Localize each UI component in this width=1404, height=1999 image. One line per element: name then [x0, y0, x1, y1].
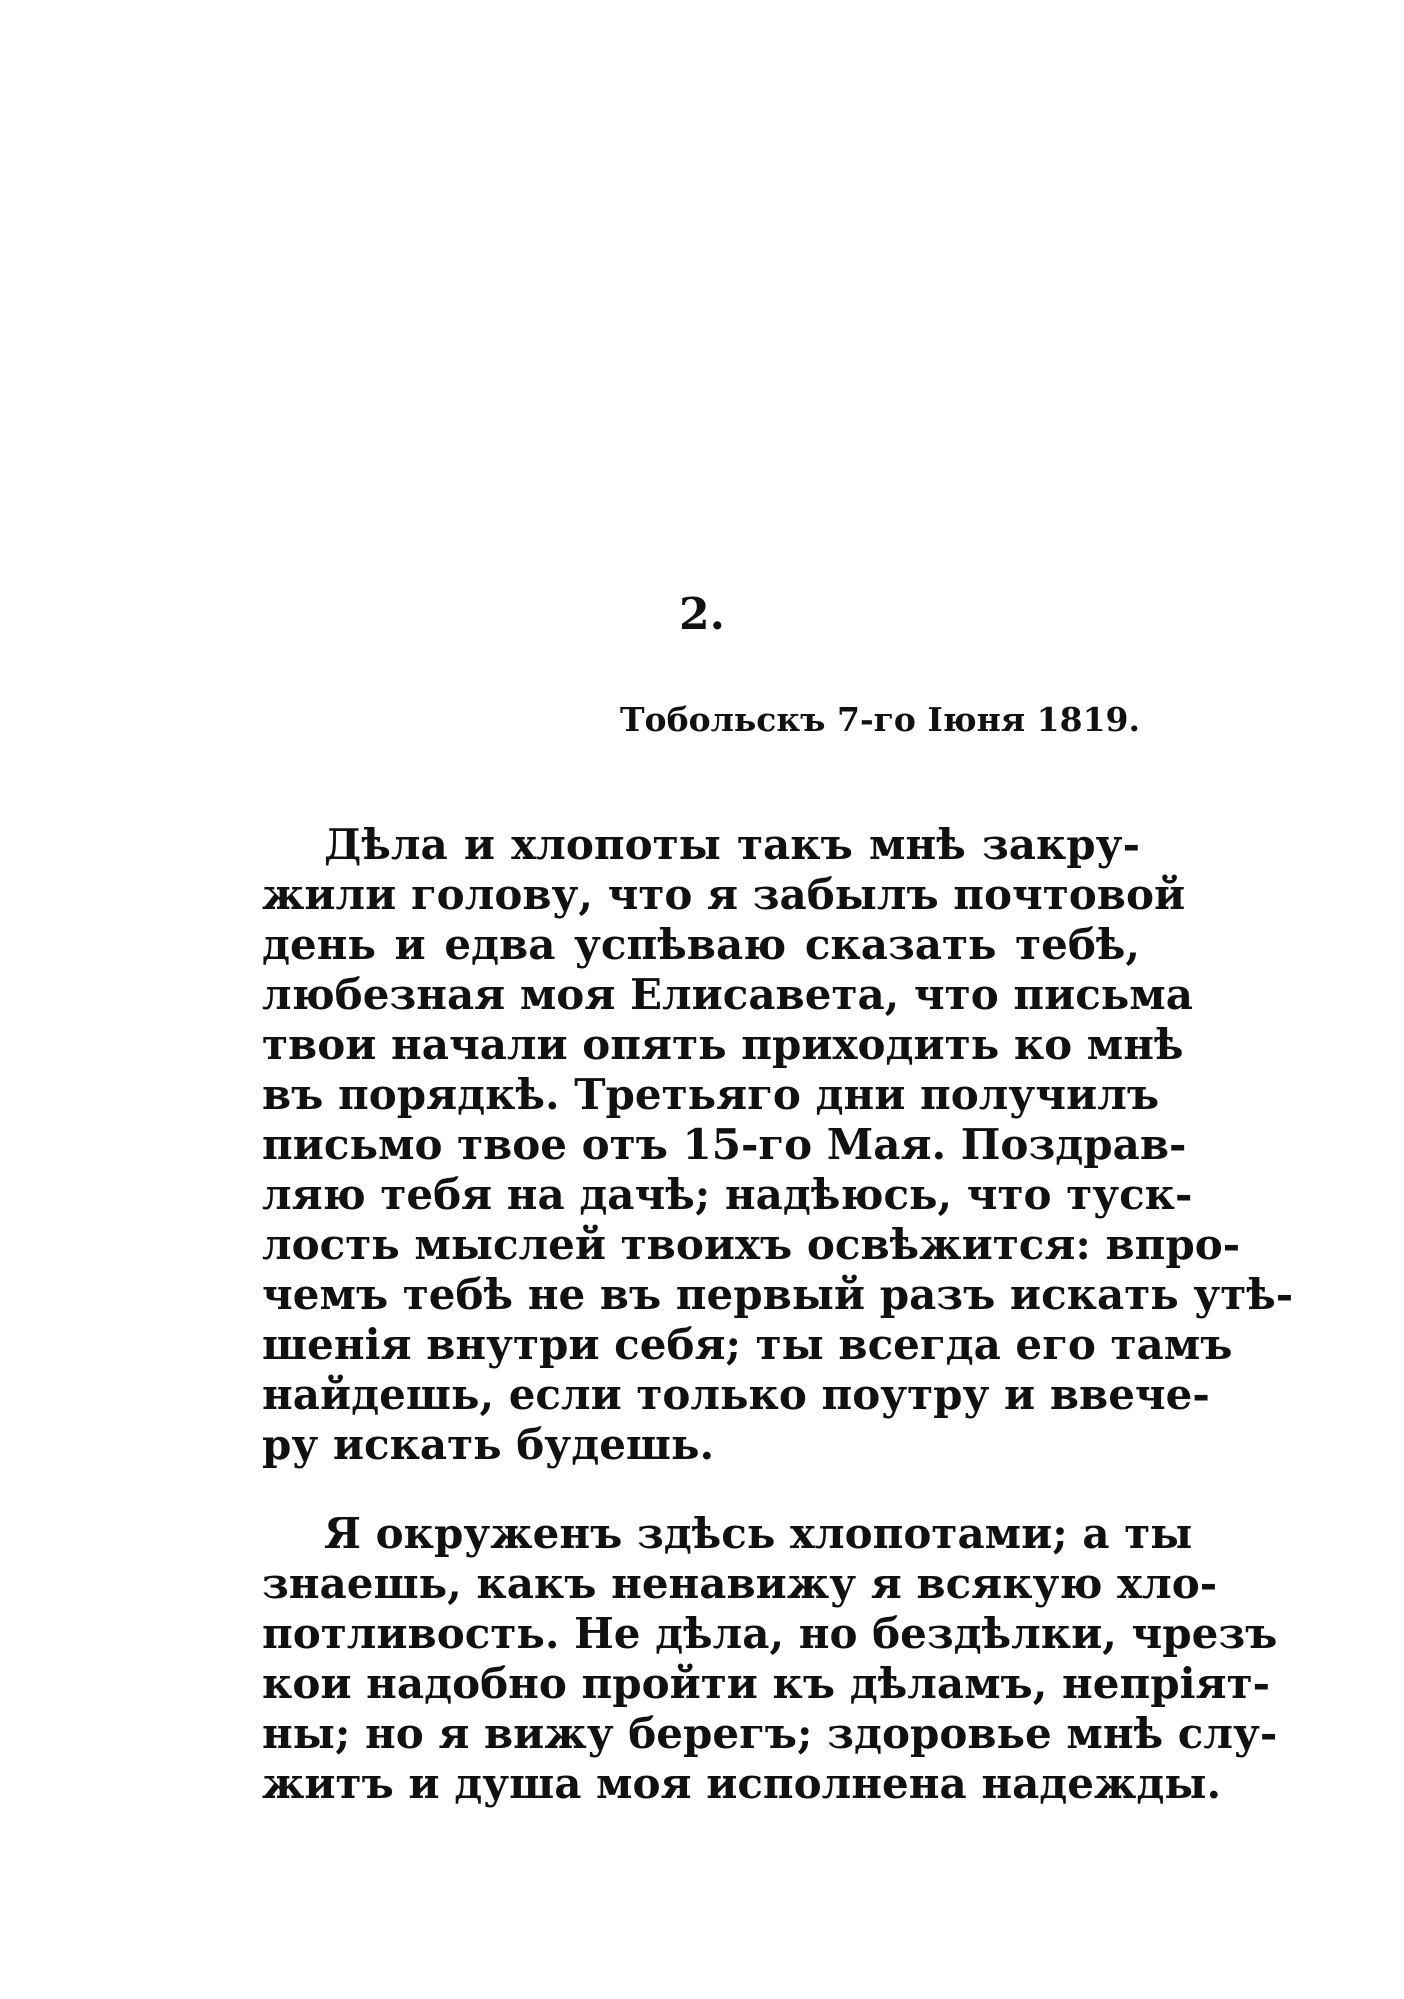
- text-line: знаешь, какъ ненавижу я всякую хло-: [262, 1559, 1218, 1608]
- text-line: чемъ тебѣ не въ первый разъ искать утѣ-: [262, 1270, 1294, 1319]
- text-line: потливость. Не дѣла, но бездѣлки, чрезъ: [262, 1609, 1278, 1658]
- text-line: Дѣла и хлопоты такъ мнѣ закру-: [324, 820, 1140, 869]
- text-line: ны; но я вижу берегъ; здоровье мнѣ слу-: [262, 1709, 1278, 1758]
- text-line: любезная моя Елисавета, что письма: [262, 970, 1193, 1019]
- text-line: жили голову, что я забылъ почтовой: [262, 870, 1186, 919]
- paragraph-2: [262, 1509, 1278, 1809]
- text-line: письмо твое отъ 15-го Мая. Поздрав-: [262, 1120, 1187, 1169]
- text-line: лость мыслей твоихъ освѣжится: впро-: [262, 1220, 1241, 1269]
- text-line: день и едва успѣваю сказать тебѣ,: [262, 920, 1140, 969]
- letter-dateline: Тобольскъ 7-го Іюня 1819.: [620, 700, 1140, 739]
- text-line: Я окруженъ здѣсь хлопотами; а ты: [324, 1509, 1193, 1558]
- text-line: кои надобно пройти къ дѣламъ, непріят-: [262, 1659, 1271, 1708]
- paragraph-1: [262, 820, 1294, 1470]
- text-line: въ порядкѣ. Третьяго дни получилъ: [262, 1070, 1160, 1119]
- text-line: твои начали опять приходить ко мнѣ: [262, 1020, 1184, 1069]
- text-line: житъ и душа моя исполнена надежды.: [262, 1759, 1222, 1808]
- text-line: ляю тебя на дачѣ; надѣюсь, что туск-: [262, 1170, 1193, 1219]
- text-line: ру искать будешь.: [262, 1420, 715, 1469]
- text-line: шенія внутри себя; ты всегда его тамъ: [262, 1320, 1233, 1369]
- letter-number: 2.: [679, 589, 725, 640]
- text-line: найдешь, если только поутру и ввече-: [262, 1370, 1210, 1419]
